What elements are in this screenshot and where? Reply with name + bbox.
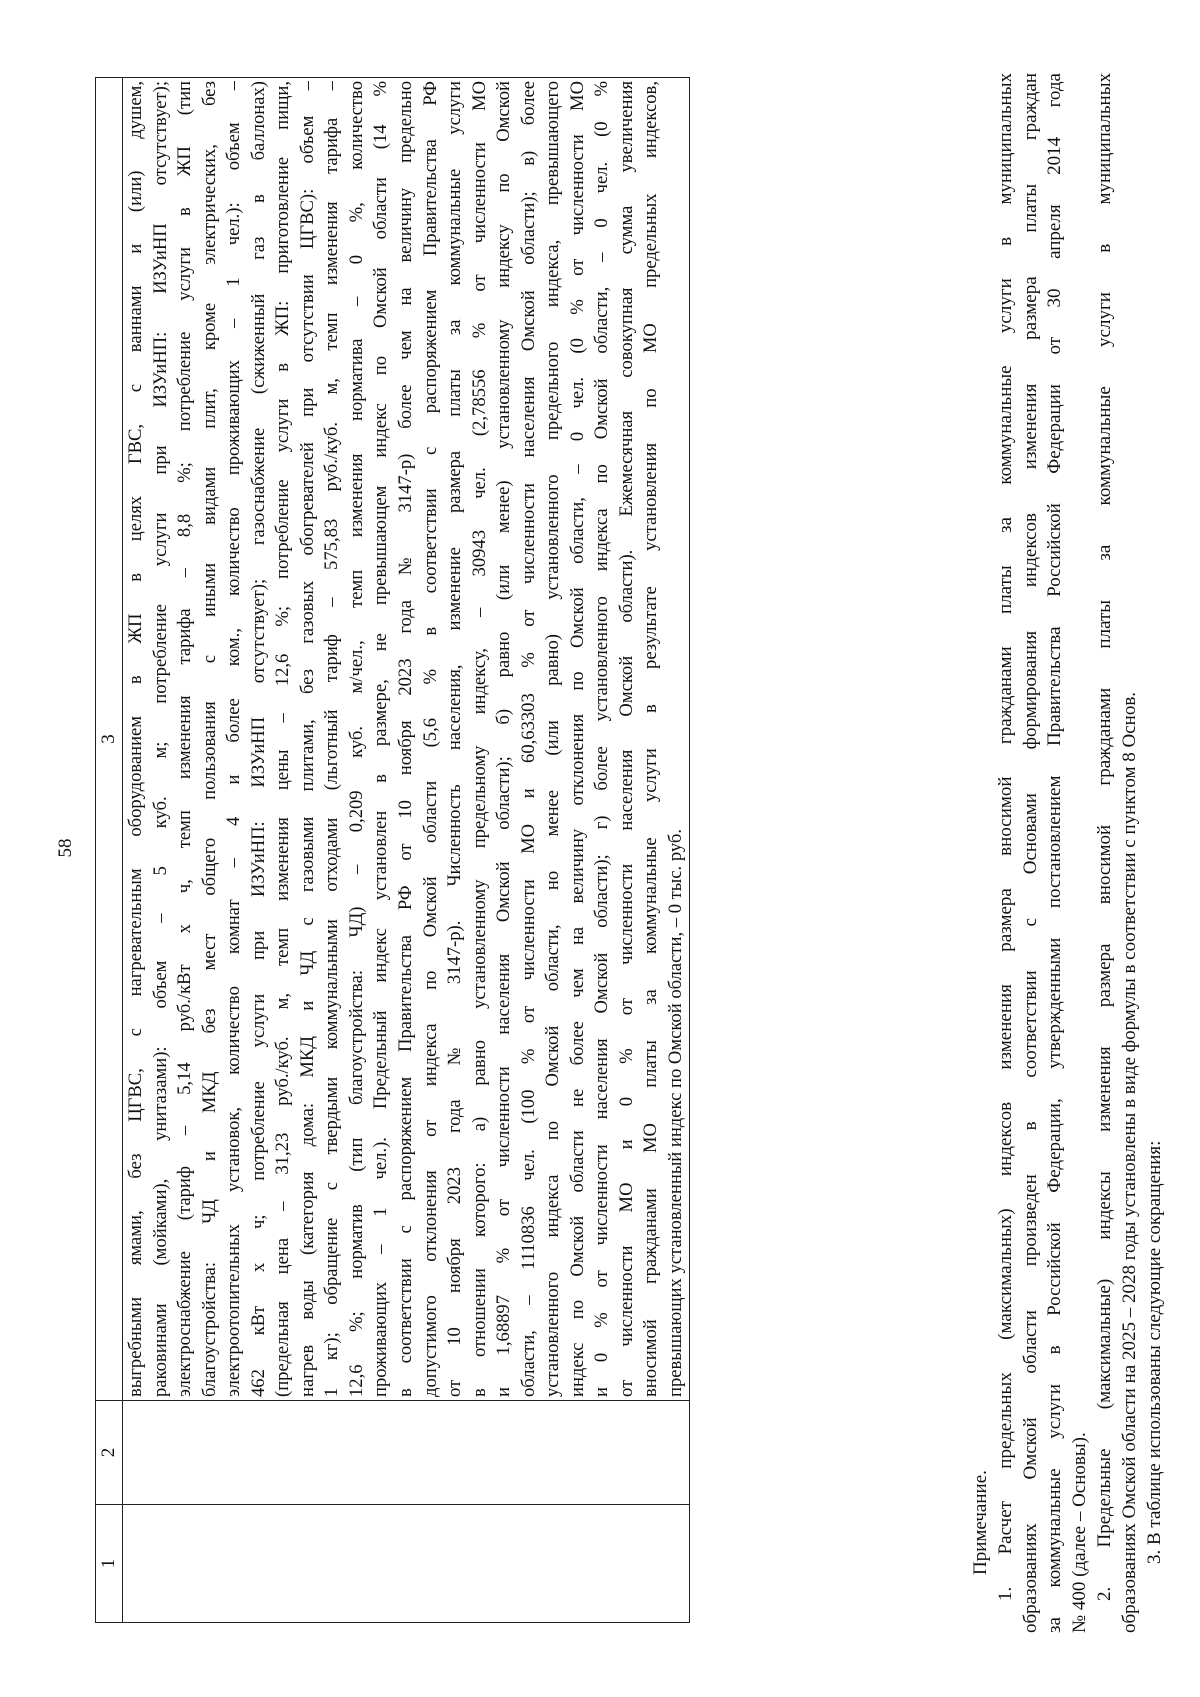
cell-text-line: области, – 1110836 чел. (100 % от численности МО и 60,63303 % от численности населения Омской области); в) более xyxy=(517,81,539,1397)
table-row xyxy=(123,78,690,1623)
notes-section xyxy=(969,73,1167,1633)
cell-text-line: проживающих – 1 чел.). Предельный индекс установлен в размере, не превышающем индекс по Омской области (14 % xyxy=(370,81,392,1397)
cell-text-line: нагрев воды (категория дома: МКД и ЧД с газовыми плитами, без газовых обогревателей при отсутствии ЦГВС): объем – xyxy=(296,81,318,1397)
column-header-2: 2 xyxy=(96,1401,123,1505)
note-line: за коммунальные услуги в Российской Федерации, утвержденными постановлением Правительства Российской Федерации от 30 апреля 2014 года xyxy=(1044,73,1066,1633)
cell-text-line: и 0 % от численности населения Омской области); г) более установленного индекса по Омской области, – 0 чел. (0 % xyxy=(591,81,613,1397)
cell-col-3 xyxy=(123,78,690,1401)
cell-text-line: индекс по Омской области не более чем на величину отклонения по Омской области, – 0 чел. (0 % от численности МО xyxy=(566,81,588,1397)
cell-text-line: в соответствии с распоряжением Правительства РФ от 10 ноября 2023 года № 3147-р) более чем на величину предельно xyxy=(395,81,417,1397)
cell-col-3-text xyxy=(123,78,689,1400)
note-line: 1. Расчет предельных (максимальных) индексов изменения размера вносимой гражданами платы за коммунальные услуги в муниципальных xyxy=(994,73,1016,1601)
note-line: 3. В таблице использованы следующие сокращения: xyxy=(1143,1140,1165,1564)
cell-text-line: 12,6 %; норматив (тип благоустройства: ЧД) – 0,209 куб. м/чел., темп изменения норматива – 0 %, количество xyxy=(345,81,367,1397)
cell-text-line: вносимой гражданами МО платы за коммунальные услуги в результате установления по МО предельных индексов, xyxy=(640,81,662,1397)
cell-text-line: от 10 ноября 2023 года № 3147-р). Численность населения, изменение размера платы за коммунальные услуги xyxy=(444,81,466,1397)
cell-text-line: раковинами (мойками), унитазами): объем – 5 куб. м; потребление услуги при ИЗУиНП: ИЗУиНП отсутствует); xyxy=(149,81,171,1397)
note-line: 2. Предельные (максимальные) индексы изменения размера вносимой гражданами платы за коммунальные услуги в муниципальных xyxy=(1093,73,1115,1601)
cell-text-line: и 1,68897 % от численности населения Омской области); б) равно (или менее) установленному индексу по Омской xyxy=(493,81,515,1397)
cell-col-2 xyxy=(123,1401,690,1505)
cell-text-line: 1 кг); обращение с твердыми коммунальными отходами (льготный тариф – 575,83 руб./куб. м, темп изменения тарифа – xyxy=(321,81,343,1397)
note-line: образованиях Омской области на 2025 – 2028 годы установлены в виде формулы в соответствии с пунктом 8 Основ. xyxy=(1118,691,1140,1633)
cell-text-line: 462 кВт х ч; потребление услуги при ИЗУиНП: ИЗУиНП отсутствует); газоснабжение (сжиженный газ в баллонах) xyxy=(247,81,269,1397)
rotated-page xyxy=(55,63,1165,1633)
cell-col-1 xyxy=(123,1505,690,1623)
note-line: № 400 (далее – Основы). xyxy=(1069,1432,1091,1633)
cell-text-line: установленного индекса по Омской области, но менее (или равно) установленного предельного индекса, превышающего xyxy=(542,81,564,1397)
cell-text-line: благоустройства: ЧД и МКД без мест общего пользования с иными видами плит, кроме электрических, без xyxy=(198,81,220,1397)
cell-text-line: допустимого отклонения от индекса по Омской области (5,6 % в соответствии с распоряжением Правительства РФ xyxy=(419,81,441,1397)
table-header-row xyxy=(96,78,123,1623)
cell-text-line: (предельная цена – 31,23 руб./куб. м, темп изменения цены – 12,6 %; потребление услуги в ЖП: приготовление пищи, xyxy=(272,81,294,1397)
column-header-3: 3 xyxy=(96,78,123,1401)
cell-text-line: электроснабжение (тариф – 5,14 руб./кВт х ч, темп изменения тарифа – 8,8 %; потребление услуги в ЖП (тип xyxy=(174,81,196,1397)
cell-text-line: электроотопительных установок, количество комнат – 4 и более ком., количество проживающих – 1 чел.): объем – xyxy=(223,81,245,1397)
column-header-1: 1 xyxy=(96,1505,123,1623)
page-number: 58 xyxy=(55,838,76,858)
note-line: образованиях Омской области произведен в соответствии с Основами формирования индексов изменения размера платы граждан xyxy=(1019,73,1041,1633)
notes-heading: Примечание. xyxy=(970,1470,991,1575)
cell-text-line: выгребными ямами, без ЦГВС, с нагревательным оборудованием в ЖП в целях ГВС, с ваннами и (или) душем, xyxy=(125,81,146,1397)
data-table xyxy=(95,77,690,1623)
cell-text-line: в отношении которого: а) равно установленному предельному индексу, – 30943 чел. (2,78556 % от численности МО xyxy=(468,81,490,1397)
cell-text-line: от численности МО и 0 % от численности населения Омской области). Ежемесячная совокупная сумма увеличения xyxy=(615,81,637,1397)
cell-text-line: превышающих установленный индекс по Омской области, – 0 тыс. руб. xyxy=(665,828,687,1397)
